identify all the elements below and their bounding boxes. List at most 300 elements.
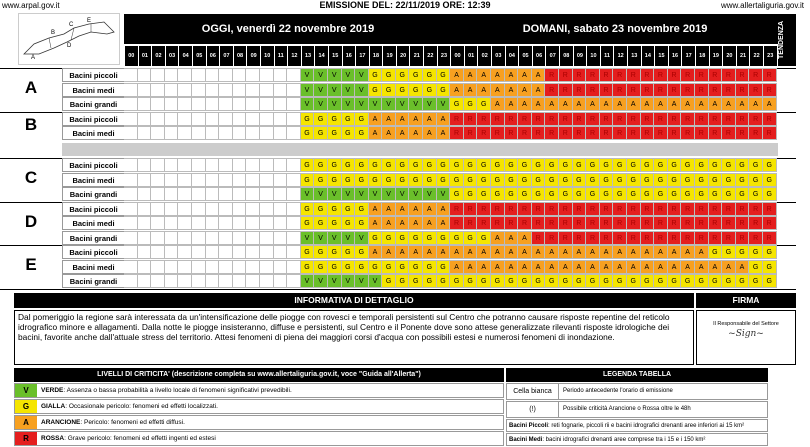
alert-cell	[206, 260, 220, 274]
alert-cell	[233, 126, 247, 140]
alert-cell	[151, 202, 165, 216]
alert-row	[124, 260, 777, 274]
alert-cell: V	[382, 97, 396, 111]
alert-cell: G	[491, 274, 505, 288]
alert-cell: A	[586, 260, 600, 274]
alert-cell	[178, 231, 192, 245]
alert-cell: G	[654, 158, 668, 172]
hour-cell: 17	[355, 46, 369, 66]
alert-cell	[287, 260, 301, 274]
alert-cell: R	[613, 231, 627, 245]
hour-cell: 06	[206, 46, 220, 66]
alert-cell: A	[464, 83, 478, 97]
alert-cell: A	[464, 68, 478, 82]
alert-cell: G	[423, 173, 437, 187]
alert-cell: V	[409, 97, 423, 111]
hour-cell: 22	[749, 46, 763, 66]
alert-cell: G	[573, 173, 587, 187]
alert-cell: G	[396, 260, 410, 274]
hour-cell: 15	[328, 46, 342, 66]
alert-cell: A	[518, 231, 532, 245]
alert-cell	[246, 173, 260, 187]
alert-cell: R	[505, 202, 519, 216]
alert-cell	[287, 158, 301, 172]
alert-cell: R	[559, 202, 573, 216]
alert-cell: G	[314, 245, 328, 259]
alert-cell: R	[749, 126, 763, 140]
legend-note-value: : bacini idrografici drenanti aree comprese tra i 15 e i 150 km²	[542, 437, 706, 443]
basin-label: Bacini medi	[62, 260, 124, 274]
region-map-icon	[19, 14, 119, 64]
alert-cell	[124, 97, 138, 111]
alert-cell: R	[477, 126, 491, 140]
alert-cell: R	[586, 68, 600, 82]
alert-cell: G	[736, 173, 750, 187]
alert-cell	[246, 216, 260, 230]
alert-cell: R	[627, 126, 641, 140]
alert-cell: R	[586, 202, 600, 216]
alert-cell	[192, 260, 206, 274]
alert-cell: G	[342, 112, 356, 126]
alert-cell: V	[342, 68, 356, 82]
alert-cell: G	[545, 158, 559, 172]
alert-cell	[138, 245, 152, 259]
alert-cell: G	[396, 173, 410, 187]
alert-cell: R	[695, 68, 709, 82]
alert-cell: G	[722, 158, 736, 172]
alert-cell: R	[709, 216, 723, 230]
alert-cell: V	[314, 274, 328, 288]
alert-cell: G	[477, 173, 491, 187]
alert-cell: G	[695, 158, 709, 172]
hour-cell: 03	[491, 46, 505, 66]
alert-cell: A	[477, 83, 491, 97]
alert-cell: R	[505, 216, 519, 230]
alert-cell	[233, 112, 247, 126]
alert-cell: R	[709, 83, 723, 97]
alert-cell: A	[545, 260, 559, 274]
alert-cell: G	[722, 187, 736, 201]
level-swatch: V	[15, 384, 37, 397]
alert-cell: R	[627, 68, 641, 82]
alert-cell: A	[382, 112, 396, 126]
alert-cell: R	[464, 202, 478, 216]
level-name: ROSSA	[41, 435, 65, 442]
alert-cell: A	[654, 260, 668, 274]
alert-cell: R	[518, 112, 532, 126]
alert-cell: R	[586, 126, 600, 140]
hour-cell: 14	[641, 46, 655, 66]
alert-cell	[233, 274, 247, 288]
alert-cell	[192, 216, 206, 230]
alert-cell: R	[709, 231, 723, 245]
alert-cell: A	[600, 260, 614, 274]
alert-cell: R	[763, 83, 777, 97]
alert-cell	[151, 173, 165, 187]
hour-cell: 23	[437, 46, 451, 66]
alert-cell: R	[627, 202, 641, 216]
liguria-map	[18, 13, 120, 65]
alert-cell: A	[409, 245, 423, 259]
alert-cell: A	[627, 260, 641, 274]
alert-cell: R	[600, 202, 614, 216]
map-label-d: D	[67, 43, 72, 49]
alert-cell: R	[681, 216, 695, 230]
alert-cell: A	[505, 245, 519, 259]
alert-cell: R	[654, 202, 668, 216]
level-swatch: G	[15, 400, 37, 413]
alert-cell	[233, 260, 247, 274]
alert-cell: A	[491, 68, 505, 82]
alert-cell: V	[301, 83, 315, 97]
alert-cell: A	[518, 245, 532, 259]
alert-cell: V	[342, 97, 356, 111]
alert-cell: G	[559, 173, 573, 187]
hour-cell: 00	[450, 46, 464, 66]
alert-cell: G	[654, 274, 668, 288]
alert-cell: R	[668, 202, 682, 216]
alert-cell	[165, 83, 179, 97]
alert-cell: G	[722, 274, 736, 288]
alert-cell: V	[396, 187, 410, 201]
alert-cell: R	[464, 112, 478, 126]
alert-row	[124, 97, 777, 111]
alert-cell: G	[600, 158, 614, 172]
alert-cell	[151, 274, 165, 288]
alert-cell	[260, 68, 274, 82]
alert-cell	[206, 187, 220, 201]
alert-cell: V	[355, 83, 369, 97]
alert-cell: G	[627, 158, 641, 172]
alert-cell: R	[450, 112, 464, 126]
alert-cell: G	[369, 173, 383, 187]
alert-cell: V	[423, 187, 437, 201]
map-label-a: A	[31, 55, 36, 61]
alert-cell: A	[505, 68, 519, 82]
hour-cell: 07	[219, 46, 233, 66]
basin-label: Bacini medi	[62, 173, 124, 187]
alert-cell: G	[627, 187, 641, 201]
alert-cell: V	[314, 83, 328, 97]
alert-cell: A	[396, 245, 410, 259]
alert-cell: A	[545, 245, 559, 259]
alert-cell: V	[369, 274, 383, 288]
alert-cell: V	[328, 231, 342, 245]
alert-cell	[246, 68, 260, 82]
trend-header: TENDENZA	[778, 14, 796, 66]
alert-cell: G	[586, 158, 600, 172]
alert-row	[124, 173, 777, 187]
alert-cell	[192, 173, 206, 187]
alert-cell	[274, 97, 288, 111]
alert-cell	[287, 274, 301, 288]
alert-cell: G	[464, 173, 478, 187]
alert-cell: G	[600, 173, 614, 187]
alert-cell: R	[573, 68, 587, 82]
alert-cell: A	[369, 112, 383, 126]
alert-cell: R	[613, 83, 627, 97]
alert-cell: G	[505, 187, 519, 201]
hour-cell: 03	[165, 46, 179, 66]
alert-cell: R	[559, 68, 573, 82]
alert-cell	[151, 187, 165, 201]
alert-cell: G	[301, 202, 315, 216]
alert-cell: R	[736, 231, 750, 245]
alert-cell: G	[763, 245, 777, 259]
alert-cell: G	[477, 231, 491, 245]
alert-cell: G	[396, 68, 410, 82]
alert-cell: R	[627, 231, 641, 245]
hour-cell: 20	[722, 46, 736, 66]
alert-cell: G	[532, 173, 546, 187]
alert-cell: R	[477, 216, 491, 230]
alert-cell: R	[736, 202, 750, 216]
alert-cell: R	[532, 112, 546, 126]
alert-cell	[151, 68, 165, 82]
hour-cell: 14	[314, 46, 328, 66]
alert-cell: A	[505, 83, 519, 97]
alert-cell: A	[600, 97, 614, 111]
grid-bottom-border	[0, 289, 796, 290]
alert-cell: G	[382, 173, 396, 187]
alert-cell: R	[545, 112, 559, 126]
alert-cell: A	[409, 202, 423, 216]
alert-row	[124, 216, 777, 230]
alert-cell	[165, 187, 179, 201]
hour-cell: 05	[518, 46, 532, 66]
alert-cell: A	[382, 126, 396, 140]
alert-row	[124, 231, 777, 245]
allerta-link[interactable]: www.allertaliguria.gov.it	[721, 1, 804, 10]
alert-cell	[138, 216, 152, 230]
alert-cell	[260, 126, 274, 140]
alert-cell: A	[382, 202, 396, 216]
hour-cell: 04	[178, 46, 192, 66]
alert-cell: A	[559, 260, 573, 274]
alert-cell	[151, 231, 165, 245]
alert-cell	[260, 274, 274, 288]
alert-cell: G	[423, 68, 437, 82]
alert-cell	[233, 187, 247, 201]
alert-cell	[192, 187, 206, 201]
alert-cell: G	[369, 260, 383, 274]
basin-label: Bacini grandi	[62, 231, 124, 245]
alert-cell	[246, 231, 260, 245]
alert-cell	[151, 83, 165, 97]
alert-cell: R	[641, 112, 655, 126]
alert-cell: G	[382, 68, 396, 82]
alert-cell	[178, 158, 192, 172]
alert-cell: A	[409, 126, 423, 140]
alert-cell	[274, 216, 288, 230]
alert-cell: G	[477, 158, 491, 172]
alert-cell: G	[409, 274, 423, 288]
alert-cell: G	[450, 173, 464, 187]
alert-cell: G	[709, 158, 723, 172]
alert-cell: A	[505, 97, 519, 111]
alert-cell: A	[573, 260, 587, 274]
hour-cell: 02	[151, 46, 165, 66]
alert-cell: R	[450, 126, 464, 140]
alert-cell: R	[573, 83, 587, 97]
alert-cell: A	[396, 216, 410, 230]
alert-cell: A	[668, 245, 682, 259]
alert-cell: V	[382, 187, 396, 201]
alert-cell: R	[681, 202, 695, 216]
alert-cell: V	[314, 231, 328, 245]
alert-cell: G	[382, 274, 396, 288]
alert-cell: R	[586, 216, 600, 230]
alert-cell: G	[749, 158, 763, 172]
alert-cell: A	[695, 97, 709, 111]
alert-cell	[138, 173, 152, 187]
alert-cell	[124, 173, 138, 187]
hour-cell: 10	[586, 46, 600, 66]
hour-cell: 19	[709, 46, 723, 66]
alert-cell	[233, 245, 247, 259]
alert-cell	[260, 187, 274, 201]
alert-cell: A	[654, 245, 668, 259]
alert-cell: A	[695, 245, 709, 259]
hour-cell: 19	[382, 46, 396, 66]
alert-cell: A	[681, 97, 695, 111]
alert-cell: G	[314, 158, 328, 172]
firma-box	[696, 310, 796, 365]
alert-cell: A	[641, 245, 655, 259]
alert-cell: R	[600, 68, 614, 82]
alert-cell	[206, 112, 220, 126]
alert-cell: A	[681, 245, 695, 259]
alert-cell: R	[505, 126, 519, 140]
alert-cell: V	[301, 187, 315, 201]
alert-cell: R	[491, 112, 505, 126]
alert-cell: G	[409, 173, 423, 187]
alert-cell: G	[355, 126, 369, 140]
alert-cell: A	[464, 260, 478, 274]
alert-cell: R	[450, 202, 464, 216]
alert-cell: G	[314, 112, 328, 126]
alert-cell	[192, 158, 206, 172]
level-swatch: A	[15, 416, 37, 429]
alert-cell: A	[668, 97, 682, 111]
alert-cell: A	[532, 245, 546, 259]
alert-cell: V	[328, 83, 342, 97]
alert-cell: R	[749, 202, 763, 216]
alert-cell: G	[437, 158, 451, 172]
alert-cell: G	[477, 187, 491, 201]
alert-cell: V	[437, 187, 451, 201]
alert-cell: V	[355, 68, 369, 82]
alert-cell	[260, 83, 274, 97]
alert-cell: G	[369, 68, 383, 82]
alert-cell: G	[681, 187, 695, 201]
alert-cell: G	[464, 187, 478, 201]
alert-cell: R	[641, 126, 655, 140]
alert-cell: A	[369, 202, 383, 216]
alert-cell: A	[437, 126, 451, 140]
level-name: ARANCIONE	[41, 419, 81, 426]
alert-cell	[192, 126, 206, 140]
alert-cell	[138, 112, 152, 126]
alert-cell: G	[654, 173, 668, 187]
alert-cell: G	[722, 245, 736, 259]
level-item	[14, 399, 504, 414]
alert-cell: G	[695, 274, 709, 288]
alert-cell	[274, 68, 288, 82]
alert-cell: R	[763, 216, 777, 230]
alert-cell: A	[654, 97, 668, 111]
alert-cell: G	[749, 187, 763, 201]
alert-cell: G	[518, 187, 532, 201]
alert-cell	[178, 97, 192, 111]
legend-key: Cella bianca	[507, 384, 559, 399]
alert-cell	[233, 83, 247, 97]
alert-cell: A	[409, 112, 423, 126]
alert-cell	[151, 112, 165, 126]
alert-cell: G	[382, 83, 396, 97]
alert-cell: G	[505, 158, 519, 172]
alert-cell: G	[518, 173, 532, 187]
alert-cell: G	[301, 216, 315, 230]
alert-cell	[138, 158, 152, 172]
alert-cell: A	[532, 83, 546, 97]
alert-cell: A	[518, 83, 532, 97]
alert-cell: A	[396, 112, 410, 126]
alert-cell: R	[654, 68, 668, 82]
alert-cell: G	[532, 187, 546, 201]
basin-label: Bacini piccoli	[62, 158, 124, 172]
alert-cell: G	[695, 173, 709, 187]
level-name: VERDE	[41, 387, 64, 394]
alert-cell	[165, 173, 179, 187]
alert-cell: A	[491, 260, 505, 274]
legend-row	[506, 401, 768, 418]
legend-title: LEGENDA TABELLA	[506, 368, 768, 382]
tomorrow-header: DOMANI, sabato 23 novembre 2019	[452, 14, 778, 44]
alert-cell: R	[559, 112, 573, 126]
alert-cell: R	[709, 202, 723, 216]
alert-cell: R	[668, 216, 682, 230]
alert-cell: R	[722, 231, 736, 245]
alert-cell: V	[355, 274, 369, 288]
alert-cell: R	[586, 112, 600, 126]
alert-cell: G	[396, 83, 410, 97]
alert-cell: G	[464, 158, 478, 172]
alert-cell	[206, 231, 220, 245]
alert-cell: G	[409, 158, 423, 172]
level-item	[14, 383, 504, 398]
alert-cell	[260, 216, 274, 230]
alert-cell: G	[450, 97, 464, 111]
alert-cell: R	[505, 112, 519, 126]
alert-cell: A	[450, 68, 464, 82]
hour-cell: 01	[138, 46, 152, 66]
alert-cell	[287, 83, 301, 97]
alert-cell: G	[709, 245, 723, 259]
alert-cell: G	[301, 126, 315, 140]
alert-cell: G	[573, 187, 587, 201]
alert-cell: A	[763, 97, 777, 111]
alert-cell: A	[681, 260, 695, 274]
alert-cell: R	[641, 68, 655, 82]
arpal-link[interactable]: www.arpal.gov.it	[2, 1, 60, 10]
level-desc: : Grave pericolo: fenomeni ed effetti ingenti ed estesi	[64, 435, 216, 442]
alert-cell: R	[559, 83, 573, 97]
alert-cell: G	[518, 274, 532, 288]
alert-cell: A	[709, 97, 723, 111]
legend-note-value: : reti fognarie, piccoli rii e bacini idrografici drenanti aree inferiori ai 15 km²	[548, 423, 745, 429]
alert-cell	[192, 245, 206, 259]
